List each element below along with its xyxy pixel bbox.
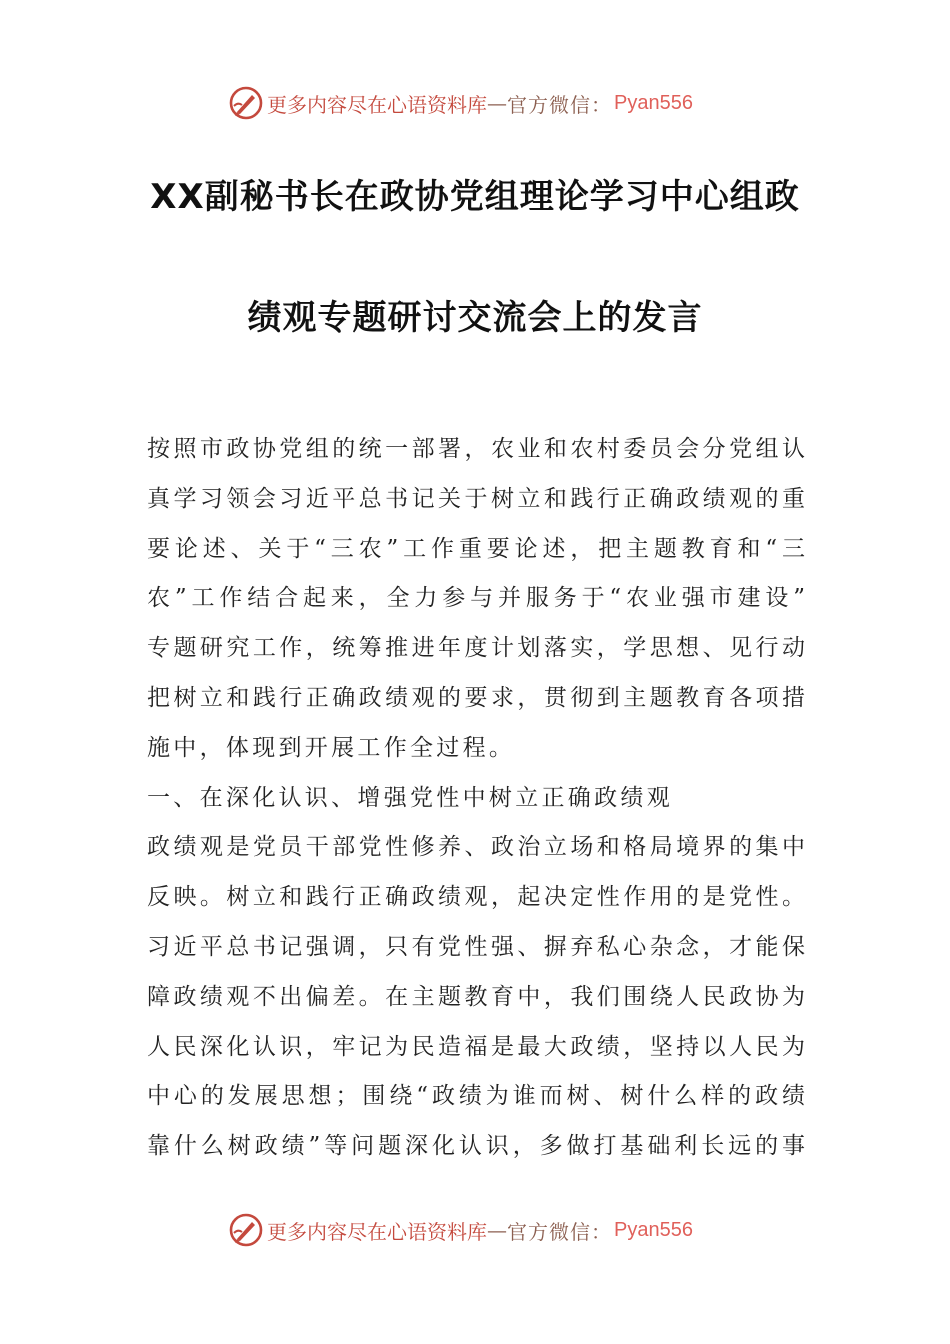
paragraph-line: 真学习领会习近平总书记关于树立和践行正确政绩观的重 <box>147 485 805 512</box>
footer-watermark <box>228 1212 693 1248</box>
document-title-line-2: 绩观专题研讨交流会上的发言 <box>247 298 703 338</box>
watermark-brand-text: 更多内容尽在心语资料库 <box>267 92 487 117</box>
pen-logo-icon <box>228 1212 264 1248</box>
paragraph-line: 政绩观是党员干部党性修养、政治立场和格局境界的集中 <box>147 834 805 861</box>
header-watermark <box>228 85 693 121</box>
paragraph-line: 反映。树立和践行正确政绩观，起决定性作用的是党性。 <box>147 884 805 911</box>
watermark-wechat-id: Pyan556 <box>614 1218 693 1241</box>
pen-logo-icon <box>228 85 264 121</box>
paragraph-line: 靠什么树政绩”等问题深化认识，多做打基础利长远的事 <box>147 1133 805 1160</box>
watermark-brand-text: 更多内容尽在心语资料库 <box>267 1219 487 1244</box>
watermark-separator: — <box>487 91 507 115</box>
watermark-official-label: 官方微信： <box>507 1219 612 1244</box>
paragraph-line: 把树立和践行正确政绩观的要求，贯彻到主题教育各项措 <box>147 684 805 711</box>
paragraph-line: 习近平总书记强调，只有党性强、摒弃私心杂念，才能保 <box>147 933 805 960</box>
watermark-wechat-id: Pyan556 <box>614 91 693 114</box>
document-body <box>147 425 805 1172</box>
paragraph-line: 人民深化认识，牢记为民造福是最大政绩，坚持以人民为 <box>147 1033 805 1060</box>
paragraph-line: 按照市政协党组的统一部署，农业和农村委员会分党组认 <box>147 436 805 462</box>
section-heading: 一、在深化认识、增强党性中树立正确政绩观 <box>147 784 673 811</box>
paragraph-line: 专题研究工作，统筹推进年度计划落实，学思想、见行动 <box>147 635 805 662</box>
paragraph-line: 施中，体现到开展工作全过程。 <box>147 734 516 761</box>
document-title-line-1: XX副秘书长在政协党组理论学习中心组政 <box>150 177 800 217</box>
paragraph-line: 中心的发展思想；围绕“政绩为谁而树、树什么样的政绩 <box>147 1083 805 1110</box>
watermark-official-label: 官方微信： <box>507 92 612 117</box>
paragraph-line: 要论述、关于“三农”工作重要论述，把主题教育和“三 <box>147 535 805 562</box>
paragraph-line: 障政绩观不出偏差。在主题教育中，我们围绕人民政协为 <box>147 983 805 1010</box>
paragraph-line: 农”工作结合起来，全力参与并服务于“农业强市建设” <box>147 585 805 612</box>
watermark-separator: — <box>487 1218 507 1242</box>
